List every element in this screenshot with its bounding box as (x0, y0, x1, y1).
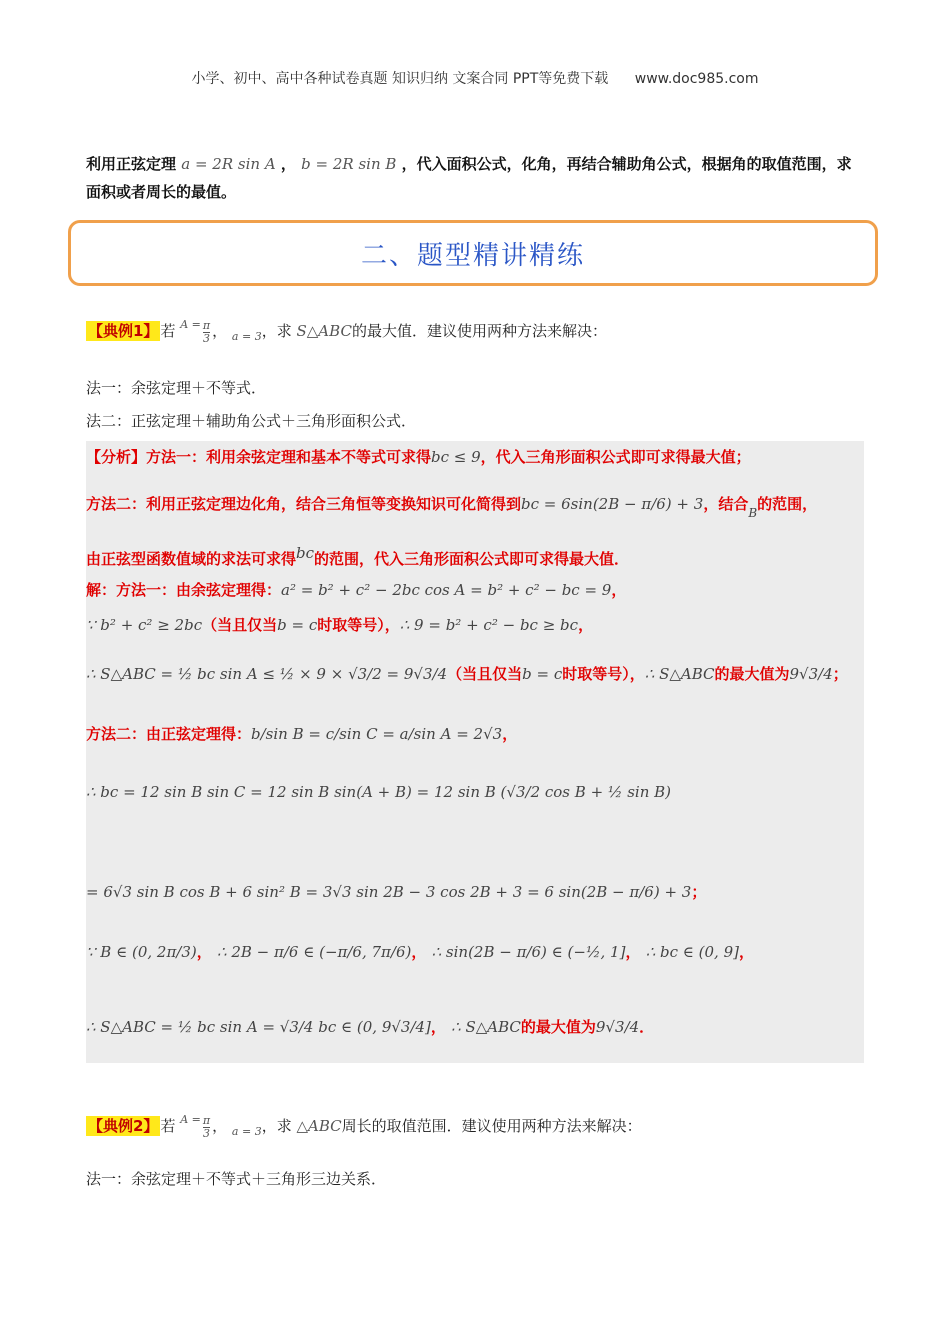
frac-den: 3 (203, 1126, 211, 1140)
frac-num: π (202, 318, 211, 332)
analysis1-math: bc ≤ 9 (431, 448, 481, 466)
intro-paragraph (86, 150, 866, 206)
method2-line-5 (86, 1016, 654, 1037)
page-header (0, 68, 950, 88)
method2-line-1 (86, 723, 517, 744)
m2-line4-2: ∴ 2B − π/6 ∈ (−π/6, 7π/6) (217, 943, 412, 961)
m2-sep-3: ， (625, 943, 641, 961)
analysis1-a: 【分析】方法一：利用余弦定理和基本不等式可求得 (86, 448, 432, 466)
m2-a: 方法二：由正弦定理得： (86, 725, 252, 743)
example2-cond-A: A = (180, 1113, 201, 1126)
example1-ruo: 若 (160, 322, 176, 340)
m2-line4-1: ∵ B ∈ (0, 2π/3) (86, 943, 197, 961)
sol2-a: （当且仅当 (202, 616, 278, 634)
example1-method2: 法二：正弦定理＋辅助角公式＋三角形面积公式． (86, 412, 417, 430)
example1-cond-A: A = (180, 318, 201, 331)
m2-line4-4: ∴ bc ∈ (0, 9] (645, 943, 739, 961)
sol3-math2: b = c (522, 665, 563, 683)
example2-pi-frac (203, 1115, 210, 1140)
m2-line5-a: 的最大值为 (520, 1018, 596, 1036)
method2-line-2 (86, 783, 671, 801)
sol3-a: （当且仅当 (447, 665, 523, 683)
analysis-line-1 (86, 446, 751, 467)
analysis2-B: B (748, 506, 758, 520)
example1-method1: 法一：余弦定理＋不等式． (86, 379, 267, 397)
example1-s-abc: S△ABC (296, 322, 352, 340)
method2-line-3 (86, 881, 706, 902)
m2-sep-4: ， (738, 943, 754, 961)
analysis2-a: 方法二：利用正弦定理边化角，结合三角恒等变换知识可化简得到 (86, 495, 522, 513)
example2-tri: △ABC (296, 1117, 342, 1135)
m2-sep-5: ， (430, 1018, 446, 1036)
sol3-d: ； (832, 665, 848, 683)
example2-cond-a: a = 3 (231, 1125, 262, 1138)
m2-line4-3: ∴ sin(2B − π/6) ∈ (−½, 1] (431, 943, 626, 961)
sol3-c: 的最大值为 (714, 665, 790, 683)
sol1-a: 解：方法一：由余弦定理得： (86, 581, 282, 599)
formula-b: b = 2R sin B (301, 155, 397, 173)
m2-b: ， (502, 725, 518, 743)
example1-cond-a: a = 3 (231, 330, 262, 343)
m2-line5-2: ∴ S△ABC (451, 1018, 521, 1036)
m2-math: b/sin B = c/sin C = a/sin A = 2√3 (251, 725, 503, 743)
analysis2-b: ，结合 (703, 495, 749, 513)
frac-den: 3 (203, 331, 211, 345)
sol3-math3: ∴ S△ABC (644, 665, 715, 683)
m2-sep-2: ， (411, 943, 427, 961)
m2-line2: ∴ bc = 12 sin B sin C = 12 sin B sin(A + B) = 12 sin B (√3/2 cos B + ½ sin B) (86, 783, 672, 801)
m2-line5-b: ． (639, 1018, 655, 1036)
header-text: 小学、初中、高中各种试卷真题 知识归纳 文案合同 PPT等免费下载 (191, 71, 609, 87)
section-banner (68, 220, 878, 286)
example2-method1: 法一：余弦定理＋不等式＋三角形三边关系． (86, 1170, 387, 1188)
analysis-line-3 (86, 544, 629, 569)
m2-line5-3: 9√3/4 (595, 1018, 640, 1036)
example1-question: 【典例1】 若 $^{A =}$ $\frac{\pi}{3}$ ， $_{a = 3}$，求 S△ABC的最大值．建议使用两种方法来解决： (88, 318, 607, 345)
sol2-c: ， (578, 616, 594, 634)
sol2-math1: ∵ b² + c² ≥ 2bc (86, 616, 203, 634)
sol2-math2: b = c (277, 616, 318, 634)
method2-line-4 (86, 941, 754, 962)
intro-suffix: ，代入面积公式，化角，再结合辅助角公式，根据角的取值范围，求面积或者周长的最值。 (86, 155, 852, 201)
analysis2-c: 的范围， (757, 495, 818, 513)
analysis3-a: 由正弦型函数值域的求法可求得 (86, 550, 297, 568)
m2-line5-1: ∴ S△ABC = ½ bc sin A = √3/4 bc ∈ (0, 9√3/4] (86, 1018, 431, 1036)
example2-question: 【典例2】 若 $^{A =}$ $\frac{\pi}{3}$ ， $_{a = 3}$，求 △ABC周长的取值范围．建议使用两种方法来解决： (88, 1113, 642, 1140)
analysis3-math: bc (296, 544, 315, 562)
m2-sep-1: ， (196, 943, 212, 961)
analysis2-math: bc = 6sin(2B − π/6) + 3 (521, 495, 704, 513)
solution-line-1 (86, 579, 626, 600)
example2-q-post: 周长的取值范围．建议使用两种方法来解决： (341, 1117, 642, 1135)
sol3-b: 时取等号）， (562, 665, 645, 683)
intro-comma: ， (280, 155, 296, 173)
solution-line-3 (86, 663, 848, 684)
section-title: 二、题型精讲精练 (360, 240, 585, 271)
formula-a: a = 2R sin A (181, 155, 276, 173)
example1-q-post: 的最大值．建议使用两种方法来解决： (351, 322, 607, 340)
sol2-math3: ∴ 9 = b² + c² − bc ≥ bc (399, 616, 579, 634)
intro-prefix: 利用正弦定理 (86, 155, 177, 173)
example1-q-pre: ，求 (261, 322, 292, 340)
sol1-math: a² = b² + c² − 2bc cos A = b² + c² − bc = 9 (281, 581, 612, 599)
solution-box (86, 441, 864, 1063)
analysis-line-2 (86, 493, 817, 520)
sol1-b: ， (611, 581, 627, 599)
sol2-b: 时取等号）， (317, 616, 400, 634)
example2-tag: 【典例2】 (88, 1117, 159, 1135)
frac-num: π (202, 1113, 211, 1127)
header-url[interactable]: www.doc985.com (634, 71, 759, 87)
m2-line3-end: ； (691, 883, 707, 901)
sol3-math4: 9√3/4 (789, 665, 833, 683)
example1-pi-frac (203, 320, 210, 345)
example2-q-pre: ，求 (261, 1117, 292, 1135)
m2-line3: = 6√3 sin B cos B + 6 sin² B = 3√3 sin 2B − 3 cos 2B + 3 = 6 sin(2B − π/6) + 3 (86, 883, 692, 901)
analysis1-b: ，代入三角形面积公式即可求得最大值； (480, 448, 751, 466)
example2-ruo: 若 (160, 1117, 176, 1135)
analysis3-b: 的范围，代入三角形面积公式即可求得最大值． (314, 550, 630, 568)
sol3-math1: ∴ S△ABC = ½ bc sin A ≤ ½ × 9 × √3/2 = 9√3/4 (86, 665, 448, 683)
example1-tag: 【典例1】 (88, 322, 159, 340)
solution-line-2 (86, 614, 593, 635)
